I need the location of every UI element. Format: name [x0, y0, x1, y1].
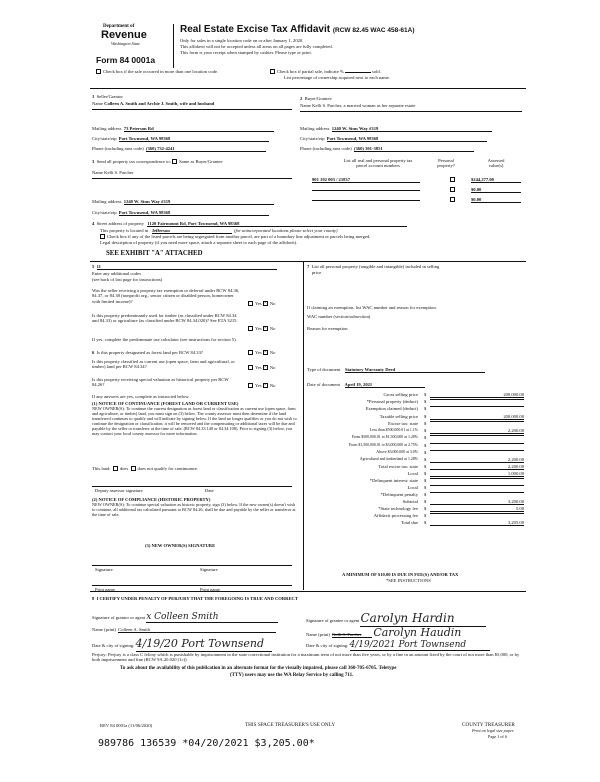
checkbox[interactable]	[131, 466, 136, 471]
dollar-sign: $	[424, 478, 427, 483]
doc-date: April 19, 2021	[345, 382, 425, 388]
seller-name-row: Name Colleen A. Smith and Archie J. Smith, wife and husband	[92, 101, 215, 106]
assessed-value: $244,277.00	[471, 177, 521, 183]
logo-line3: Washington State	[111, 41, 141, 46]
grantor-date-row: Date & city of signing: 4/19/20 Port Townsend	[92, 638, 272, 652]
seller-phone-row: Phone (including area code) (360) 732-4241	[92, 146, 266, 152]
exhibit-text: SEE EXHIBIT "A" ATTACHED	[106, 250, 203, 257]
corr-city: Port Townsend, WA 98368	[119, 210, 269, 216]
segregated-check: Check box if any of the listed parcels are being segregated from another parcel, are part of a boundary line adjustment or parcels being merged.	[100, 234, 530, 239]
grantor-date-city: 4/19/20 Port Townsend	[136, 638, 272, 652]
owner-sig-label-2: Signature	[200, 567, 218, 572]
personal-property-checkbox[interactable]	[450, 197, 455, 202]
checkbox-checked[interactable]: ×	[263, 383, 267, 389]
calc-label: Subtotal	[402, 499, 418, 504]
owner-print-label-2: Print name	[200, 587, 221, 592]
calc-value: 2,200.00	[430, 428, 524, 434]
dollar-sign: $	[424, 443, 427, 448]
corr-mail: 1240 W. Sims Way #319	[124, 199, 274, 205]
assessed-value: $0.00	[471, 187, 521, 193]
location-code: 11	[97, 264, 277, 270]
s6-notice2-heading: (2) NOTICE OF COMPLIANCE (HISTORIC PROPERTY)	[92, 497, 211, 502]
calc-value: 200,000.00	[430, 414, 524, 420]
personal-property-checkbox[interactable]	[450, 177, 455, 182]
owner-print-label-1: Print name	[95, 587, 116, 592]
reason-label: Reason for exemption	[307, 326, 348, 331]
calc-label: Affidavit processing fee	[373, 513, 418, 518]
calc-label: *Delinquent interest: state	[369, 478, 418, 483]
checkbox[interactable]	[172, 159, 177, 164]
partial-sale-check[interactable]: Check box if partial sale, indicate % sold.	[270, 69, 381, 74]
s5-q2: Is this property predominantly used for timber (as classified under RCW 84.34 and 84.33) or agriculture (as classified under RCW 84.34.020)? See ETA 3215.	[92, 313, 238, 324]
s6-notice1-text: NEW OWNER(S): To continue the current designation as forest land or classification as current use (open space, farm and agriculture, or timber) land, you must sign on (3) below. The county assessor must then determine if the land transferred continues to qualify and will indicate by signing below. If the land no longer qualifies or you do not wish to continue the designation or classification, it will be removed and the compensating or additional taxes will be due and payable by the seller or transferor at the time of sale. (RCW 84.33.140 or 84.34.108). Prior to signing (3) below, you may contact your local county assessor for more information.	[92, 406, 297, 436]
seller-heading: 1 Seller/Grantor	[92, 94, 123, 99]
dor-logo	[97, 24, 165, 52]
grantee-print-name-hand: Carolyn Haudin	[373, 626, 462, 639]
checkbox[interactable]	[270, 69, 275, 74]
dollar-sign: $	[424, 414, 427, 419]
dollar-sign: $	[424, 499, 427, 504]
s6-q1: 6 Is this property designated as forest land per RCW 84.33?	[92, 350, 203, 355]
calc-value: 2,200.00	[430, 464, 524, 470]
footer-treasurer-only: THIS SPACE TREASURER'S USE ONLY	[245, 722, 336, 728]
assessed-value: $0.00	[471, 197, 521, 203]
grantee-name-row: Name (print) Kelli S. Parcher Carolyn Haudin	[306, 626, 462, 639]
logo-line2: Revenue	[101, 29, 147, 41]
calc-value: 3,200.00	[430, 499, 524, 505]
corr-mail-row: Mailing address 1240 W. Sims Way #319	[92, 199, 274, 205]
county-select[interactable]: Jefferson	[152, 228, 232, 234]
calc-value	[430, 421, 524, 422]
checkbox[interactable]	[248, 326, 253, 331]
calc-label: Total excise tax: state	[378, 464, 418, 469]
availability-line2: (TTY) users may use the WA Relay Service by calling 711.	[230, 673, 354, 678]
s5-add-codes: Enter any additional codes	[92, 271, 141, 276]
doc-date-row: Date of document April 19, 2021	[307, 382, 425, 388]
checkbox-checked[interactable]: ×	[263, 350, 267, 356]
calc-value	[430, 406, 524, 407]
parcel-number	[312, 190, 420, 191]
grantee-date-row: Date & city of signing: 4/19/2021 Port Townsend	[306, 640, 490, 651]
calc-label: Gross selling price	[383, 392, 418, 397]
dollar-sign: $	[424, 492, 427, 497]
calc-value	[430, 485, 524, 486]
calc-label: Exemption claimed (deduct)	[365, 406, 418, 411]
footer-page: Page 1 of 6	[488, 734, 507, 739]
grantee-date-city: 4/19/2021 Port Townsend	[350, 640, 490, 651]
dollar-sign: $	[424, 406, 427, 411]
personal-property-checkbox[interactable]	[450, 187, 455, 192]
dollar-sign: $	[424, 421, 427, 426]
assessed-header: Assessed value(s)	[487, 158, 505, 169]
parcel-row	[312, 197, 524, 203]
grantor-sig-row: Signature of grantor or agent x Colleen Smith	[92, 612, 278, 623]
calc-value: 5.00	[430, 506, 524, 512]
s6-land-row: This land: does does not qualify for continuance.	[92, 466, 199, 471]
parcel-row	[312, 177, 524, 183]
grantor-name-row: Name (print) Colleen A. Smith	[92, 627, 276, 633]
calc-label: Above $3,000,000 at 3.0%	[376, 450, 418, 454]
form-title-main: Real Estate Excise Tax Affidavit	[180, 24, 331, 35]
s6-q3: Is this property receiving special valuation as historical property per RCW 84.26?	[92, 377, 229, 388]
checkbox[interactable]	[96, 69, 101, 74]
parcel-number: 901 192 003 / 21837	[312, 177, 420, 183]
corr-city-row: City/state/zip Port Townsend, WA 98368	[92, 210, 269, 216]
s5-q1: Was the seller receiving a property tax exemption or deferral under RCW 84.36, 84.37, or 84.38 (nonprofit org., senior citizen or disabled person, homeowner with limited income)?	[92, 288, 240, 304]
checkbox-checked[interactable]: ×	[263, 326, 267, 332]
dollar-sign: $	[424, 464, 427, 469]
header-note3: This form is your receipt when stamped by cashier. Please type or print.	[180, 50, 312, 55]
logo-line1: Department of	[103, 24, 135, 29]
buyer-phone: (360) 301-3851	[354, 146, 474, 152]
calc-value: 1,000.00	[430, 471, 524, 477]
calc-label: Agricultural and timberland at 1.28%	[359, 457, 418, 461]
buyer-name-row: Name Kelli S. Parcher, a married woman as her separate estate	[300, 103, 416, 108]
s6-owner-sig-heading: (3) NEW OWNER(S) SIGNATURE	[145, 543, 216, 548]
checkbox[interactable]	[248, 301, 253, 306]
parcel-number	[312, 200, 420, 201]
county-row: This property is located in Jefferson (for unincorporated locations please select your county)	[100, 228, 338, 233]
form-number: Form 84 0001a	[96, 55, 156, 65]
buyer-city-row: City/state/zip Port Townsend, WA 98368	[300, 136, 487, 142]
availability-line1: To ask about the availability of this publication in an alternate format for the visually impaired, please call 360-705-6705. Teletype	[120, 666, 397, 671]
buyer-city: Port Townsend, WA 98368	[327, 136, 487, 142]
buyer-phone-row: Phone (including area code) (360) 301-3851	[300, 146, 474, 152]
seller-mail-row: Mailing address 73 Peterson Rd	[92, 126, 274, 132]
buyer-mail: 1240 W. Sims Way #319	[332, 126, 492, 132]
footer-print: Print on legal size paper.	[472, 728, 514, 733]
calc-value	[430, 435, 524, 436]
grantee-print-name: Kelli S. Parcher	[332, 632, 372, 638]
buyer-mail-row: Mailing address 1240 W. Sims Way #319	[300, 126, 492, 132]
seller-name: Colleen A. Smith and Archie J. Smith, wife and husband	[104, 101, 215, 106]
s5-q1-yn: Yes × No	[248, 301, 275, 306]
minimum-due-note: A MINIMUM OF $10.00 IS DUE IN FEE(S) AND/OR TAX	[342, 572, 459, 577]
calc-label: Local	[407, 471, 418, 476]
calc-label: Local	[407, 485, 418, 490]
checkbox-checked[interactable]: ×	[263, 301, 267, 307]
street-row: 4 Street address of property 1120 Fairmount Rd, Port Townsend, WA 98368	[92, 221, 407, 227]
s5-add-codes-note: (see back of last page for instructions)	[92, 277, 163, 282]
partial-sale-note: List percentage of ownership acquired next to each name.	[284, 75, 390, 80]
s6-q1-yn: Yes × No	[248, 350, 275, 355]
buyer-name: Kelli S. Parcher, a married woman as her separate estate	[312, 103, 416, 108]
property-address: 1120 Fairmount Rd, Port Townsend, WA 98368	[147, 221, 407, 227]
calc-label: Taxable selling price	[379, 414, 418, 419]
buyer-heading: 2 Buyer/Grantee	[300, 96, 332, 101]
footer-county: COUNTY TREASURER	[462, 722, 515, 728]
s6-q2: Is this property classified as current use (open space, farm and agricultural, or timber) land per RCW 84.34?	[92, 359, 235, 370]
grantee-sig-row: Signature of grantee or agent Carolyn Hardin	[306, 612, 486, 627]
dollar-sign: $	[424, 457, 427, 462]
personal-header: Personal property?	[437, 158, 455, 169]
correspondence-row: 3 Send all property tax correspondence to: Same as Buyer/Grantee	[92, 159, 223, 164]
dollar-sign: $	[424, 485, 427, 490]
dollar-sign: $	[424, 513, 427, 518]
s6-q4: If any answers are yes, complete as instructed below.	[92, 394, 190, 399]
perjury-text: Perjury: Perjury is a class C felony which is punishable by imprisonment in the state correctional institution for a maximum term of not more than five years, or by a fine in an amount fixed by the court of not more than $5,000, or by both imprisonment and fine (RCW 9A.20.020 (1c)).	[92, 652, 520, 663]
header-note1: Only for sales in a single location code on or after January 1, 2020.	[180, 38, 304, 43]
calc-value	[430, 443, 524, 444]
seller-city: Port Townsend, WA 98368	[119, 136, 269, 142]
calc-value: 3,205.00	[430, 520, 524, 526]
dollar-sign: $	[424, 435, 427, 440]
checkbox[interactable]	[100, 234, 105, 239]
s6-q3-yn: Yes × No	[248, 383, 275, 388]
certify-line: 8 I CERTIFY UNDER PENALTY OF PERJURY THAT THE FOREGOING IS TRUE AND CORRECT	[92, 596, 298, 601]
parcel-header: List all real and personal property tax parcel account numbers	[343, 158, 413, 169]
header-note2: This affidavit will not be accepted unless all areas on all pages are fully completed.	[180, 44, 333, 49]
calc-label: Excise tax: state	[388, 421, 418, 426]
seller-city-row: City/state/zip Port Townsend, WA 98368	[92, 136, 269, 142]
s7-personal-prop-2: price.	[312, 270, 323, 275]
dollar-sign: $	[424, 428, 427, 433]
grantee-signature: Carolyn Hardin	[360, 612, 486, 627]
s6-notice1-heading: (1) NOTICE OF CONTINUANCE (FOREST LAND OR CURRENT USE)	[92, 401, 239, 406]
parcel-row	[312, 187, 524, 193]
deputy-sig-label: Deputy assessor signature	[95, 488, 143, 493]
dollar-sign: $	[424, 392, 427, 397]
doc-type-row: Type of document Statutory Warranty Deed	[307, 367, 485, 373]
dollar-sign: $	[424, 399, 427, 404]
footer-rev: REV 84 0001a (11/06/2020)	[100, 723, 153, 728]
calc-value	[430, 399, 524, 400]
checkbox[interactable]	[113, 466, 118, 471]
calc-label: *State technology fee	[378, 506, 418, 511]
calc-value: 200,000.00	[430, 392, 524, 398]
calc-label: *Personal property (deduct)	[366, 399, 418, 404]
checkbox[interactable]	[248, 365, 253, 370]
grantor-signature: x Colleen Smith	[146, 612, 278, 623]
multi-location-check[interactable]: Check box if the sale occurred in more than one location code.	[96, 69, 218, 74]
calc-label: Less than $500,000.01 at 1.1%	[369, 428, 418, 432]
checkbox-checked[interactable]: ×	[263, 365, 267, 371]
calc-value	[430, 513, 524, 514]
form-title	[180, 24, 415, 36]
owner-sig-label-1: Signature	[95, 567, 113, 572]
dollar-sign: $	[424, 450, 427, 455]
checkbox[interactable]	[248, 350, 253, 355]
legal-desc-label: Legal description of property (if you need more space, attach a separate sheet to each page of the affidavit).	[100, 240, 298, 245]
corr-name: Kelli S. Parcher	[104, 170, 134, 175]
calc-label: *Delinquent penalty	[380, 492, 418, 497]
s7-personal-prop: 7 List all personal property (tangible and intangible) included in selling	[307, 264, 440, 269]
wac-label: WAC number (section/subsection)	[307, 314, 371, 319]
s6-notice2-text: NEW OWNER(S): To continue special valuation as historic property, sign (3) below. If the new owner(s) doesn't wish to continue, all additional tax calculated pursuant to RCW 84.26, shall be due and payable by the seller or transferor at the time of sale.	[92, 502, 296, 517]
corr-name-row: Name Kelli S. Parcher	[92, 170, 134, 175]
calc-label: From $500,000.01 to $1,500,000 at 1.28%	[351, 435, 418, 439]
calc-label: From $1,500,000.01 to $3,000,000 at 2.75%	[348, 443, 418, 447]
checkbox[interactable]	[248, 383, 253, 388]
calc-label: Total due	[400, 520, 418, 525]
deputy-date-label: Date	[205, 488, 214, 493]
dollar-sign: $	[424, 471, 427, 476]
calc-value	[430, 450, 524, 451]
cashier-stamp: 989786 136539 *04/20/2021 $3,205.00*	[98, 738, 315, 749]
calc-value	[430, 478, 524, 479]
doc-type: Statutory Warranty Deed	[345, 367, 485, 373]
s5-q3: If yes, complete the predominate use calculator (see instructions for section 5).	[92, 337, 237, 342]
seller-phone: (360) 732-4241	[146, 146, 266, 152]
grantor-print-name: Colleen A. Smith	[118, 627, 276, 633]
form-title-sub: (RCW 82.45 WAC 458-61A)	[332, 27, 415, 34]
s5-q2-yn: Yes × No	[248, 326, 275, 331]
exemption-label: If claiming an exemption, list WAC number and reason for exemption.	[307, 305, 437, 310]
calc-value	[430, 492, 524, 493]
seller-mail: 73 Peterson Rd	[124, 126, 274, 132]
dollar-sign: $	[424, 520, 427, 525]
calc-value: 2,200.00	[430, 457, 524, 463]
see-instructions: *SEE INSTRUCTIONS	[386, 578, 431, 583]
dollar-sign: $	[424, 506, 427, 511]
s6-q2-yn: Yes × No	[248, 365, 275, 370]
s5-code-row: 5 11	[92, 264, 277, 270]
